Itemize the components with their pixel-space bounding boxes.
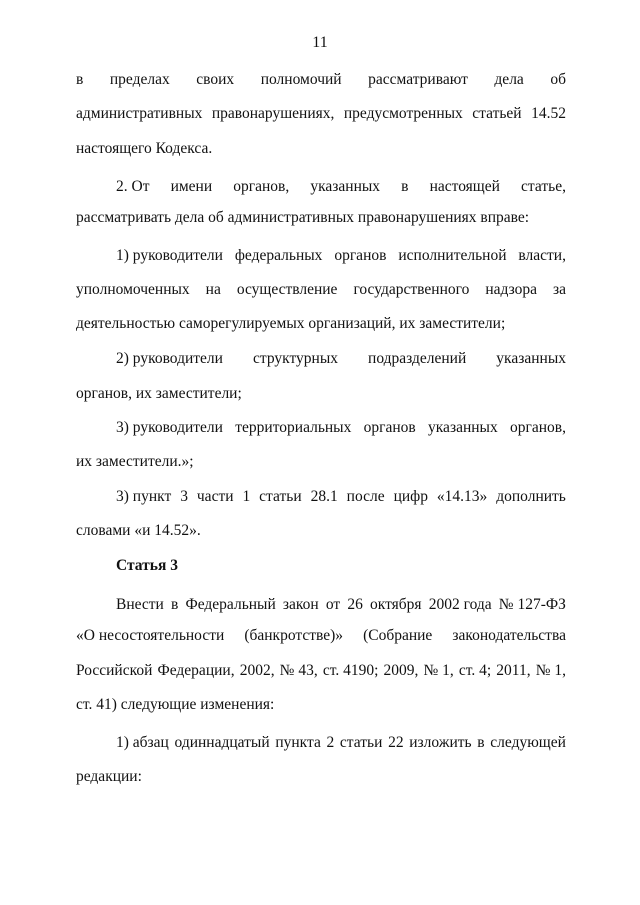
text-line: их заместители.»;	[76, 453, 194, 470]
text-line: в пределах своих полномочий рассматривают дела об	[76, 71, 566, 88]
text-line: «О несостоятельности (банкротстве)» (Собрание законодательства	[76, 627, 566, 644]
text-line: 1) руководители федеральных органов исполнительной власти,	[116, 247, 566, 264]
text-line: административных правонарушениях, предусмотренных статьей 14.52	[76, 105, 566, 122]
text-line: Российской Федерации, 2002, № 43, ст. 4190; 2009, № 1, ст. 4; 2011, № 1,	[76, 662, 566, 679]
text-line: 2) руководители структурных подразделений указанных	[116, 350, 566, 367]
text-line: Внести в Федеральный закон от 26 октября 2002 года № 127-ФЗ	[116, 596, 566, 613]
text-line: органов, их заместители;	[76, 385, 242, 402]
text-line: словами «и 14.52».	[76, 522, 201, 539]
text-line: 3) руководители территориальных органов указанных органов,	[116, 419, 566, 436]
text-line: уполномоченных на осуществление государственного надзора за	[76, 281, 566, 298]
page-number: 11	[312, 34, 328, 51]
text-line: ст. 41) следующие изменения:	[76, 696, 275, 713]
text-line: деятельностью саморегулируемых организаций, их заместители;	[76, 315, 506, 332]
text-line: 1) абзац одиннадцатый пункта 2 статьи 22 изложить в следующей	[116, 734, 566, 751]
text-line: настоящего Кодекса.	[76, 140, 213, 157]
text-line: 2. От имени органов, указанных в настоящей статье,	[116, 178, 566, 195]
text-line: редакции:	[76, 768, 142, 785]
text-line: 3) пункт 3 части 1 статьи 28.1 после цифр «14.13» дополнить	[116, 488, 566, 505]
text-line: рассматривать дела об административных правонарушениях вправе:	[76, 209, 530, 226]
article-heading: Статья 3	[116, 557, 178, 574]
